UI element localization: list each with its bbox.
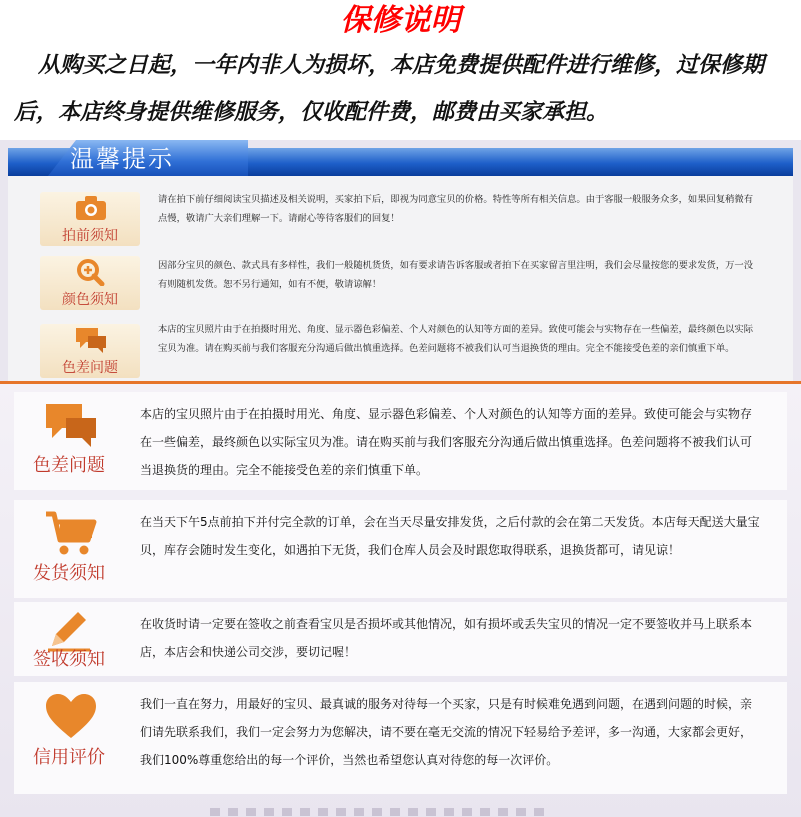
notice-text: 本店的宝贝照片由于在拍摄时用光、角度、显示器色彩偏差、个人对颜色的认知等方面的差异。致使可能会与实物存在一些偏差，最终颜色以实际宝贝为准。请在购买前与我们客服充分沟通后做出慎重选择。色差问题将不被我们认可当退换货的理由。完全不能接受色差的亲们慎重下单。 <box>140 407 753 477</box>
heart-icon <box>14 682 124 794</box>
notice-label: 颜色须知 <box>62 292 118 308</box>
notice-text: 在收货时请一定要在签收之前查看宝贝是否损坏或其他情况，如有损坏或丢失宝贝的情况一定不要签收并马上联系本店，本店会和快递公司交涉，要切记喔！ <box>140 617 753 659</box>
shopping-cart-icon <box>14 500 124 598</box>
notice-label: 色差问题 <box>33 455 105 476</box>
notice-text: 在当天下午5点前拍下并付完全款的订单，会在当天尽量安排发货，之后付款的会在第二天发货。本店每天配送大量宝贝，库存会随时发生变化，如遇拍下无货，我们仓库人员会及时跟您取得联系，退换货都可，请见谅！ <box>140 515 760 557</box>
camera-icon <box>40 192 140 246</box>
small-notice-row <box>28 256 793 316</box>
notice-text: 我们一直在努力，用最好的宝贝、最真诚的服务对待每一个买家，只是有时候难免遇到问题，在遇到问题的时候，亲们请先联系我们，我们一定会努力为您解决，请不要在毫无交流的情况下轻易给予差评，多一沟通，大家都会更好，我们100%尊重您给出的每一个评价，当然也希望您认真对待您的每一次评价。 <box>140 697 753 767</box>
small-notice-row <box>28 320 793 382</box>
notice-label: 拍前须知 <box>62 228 118 244</box>
notice-label: 发货须知 <box>33 563 105 584</box>
notice-label: 信用评价 <box>33 747 105 768</box>
page-title: 保修说明 <box>340 3 461 38</box>
notice-text: 本店的宝贝照片由于在拍摄时用光、角度、显示器色彩偏差、个人对颜色的认知等方面的差异。致使可能会与实物存在一些偏差，最终颜色以实际宝贝为准。请在购买前与我们客服充分沟通后做出慎重选择。色差问题将不被我们认可当退换货的理由。完全不能接受色差的亲们慎重下单。 <box>158 324 754 354</box>
header-area <box>0 0 801 140</box>
chat-bubbles-icon <box>40 324 140 378</box>
large-notice-section <box>14 682 787 794</box>
tips-banner <box>8 140 793 176</box>
bottom-decoration <box>210 808 550 816</box>
banner-label: 温馨提示 <box>70 145 174 173</box>
large-notice-section <box>14 500 787 598</box>
magnifier-icon <box>40 256 140 310</box>
chat-bubbles-icon <box>14 392 124 490</box>
warranty-intro: 从购买之日起，一年内非人为损坏，本店免费提供配件进行维修，过保修期后，本店终身提供维修服务，仅收配件费，邮费由买家承担。 <box>14 52 765 125</box>
small-notice-panel <box>8 176 793 384</box>
notice-label: 色差问题 <box>62 360 118 376</box>
pencil-icon <box>14 602 124 676</box>
large-notice-section <box>14 392 787 490</box>
notice-text: 因部分宝贝的颜色、款式具有多样性，我们一般随机货货，如有要求请告诉客服或者拍下在买家留言里注明，我们会尽量按您的要求发货，万一没有则随机发货。恕不另行通知，如有不便，敬请谅解！ <box>158 260 754 290</box>
notice-label: 签收须知 <box>33 649 105 670</box>
small-notice-row <box>28 190 793 250</box>
large-notice-section <box>14 602 787 676</box>
notice-text: 请在拍下前仔细阅读宝贝描述及相关说明，买家拍下后，即视为同意宝贝的价格。特性等所有相关信息。由于客服一般服务众多，如果回复稍微有点慢，敬请广大亲们理解一下。请耐心等待客服们的回复！ <box>158 194 754 224</box>
